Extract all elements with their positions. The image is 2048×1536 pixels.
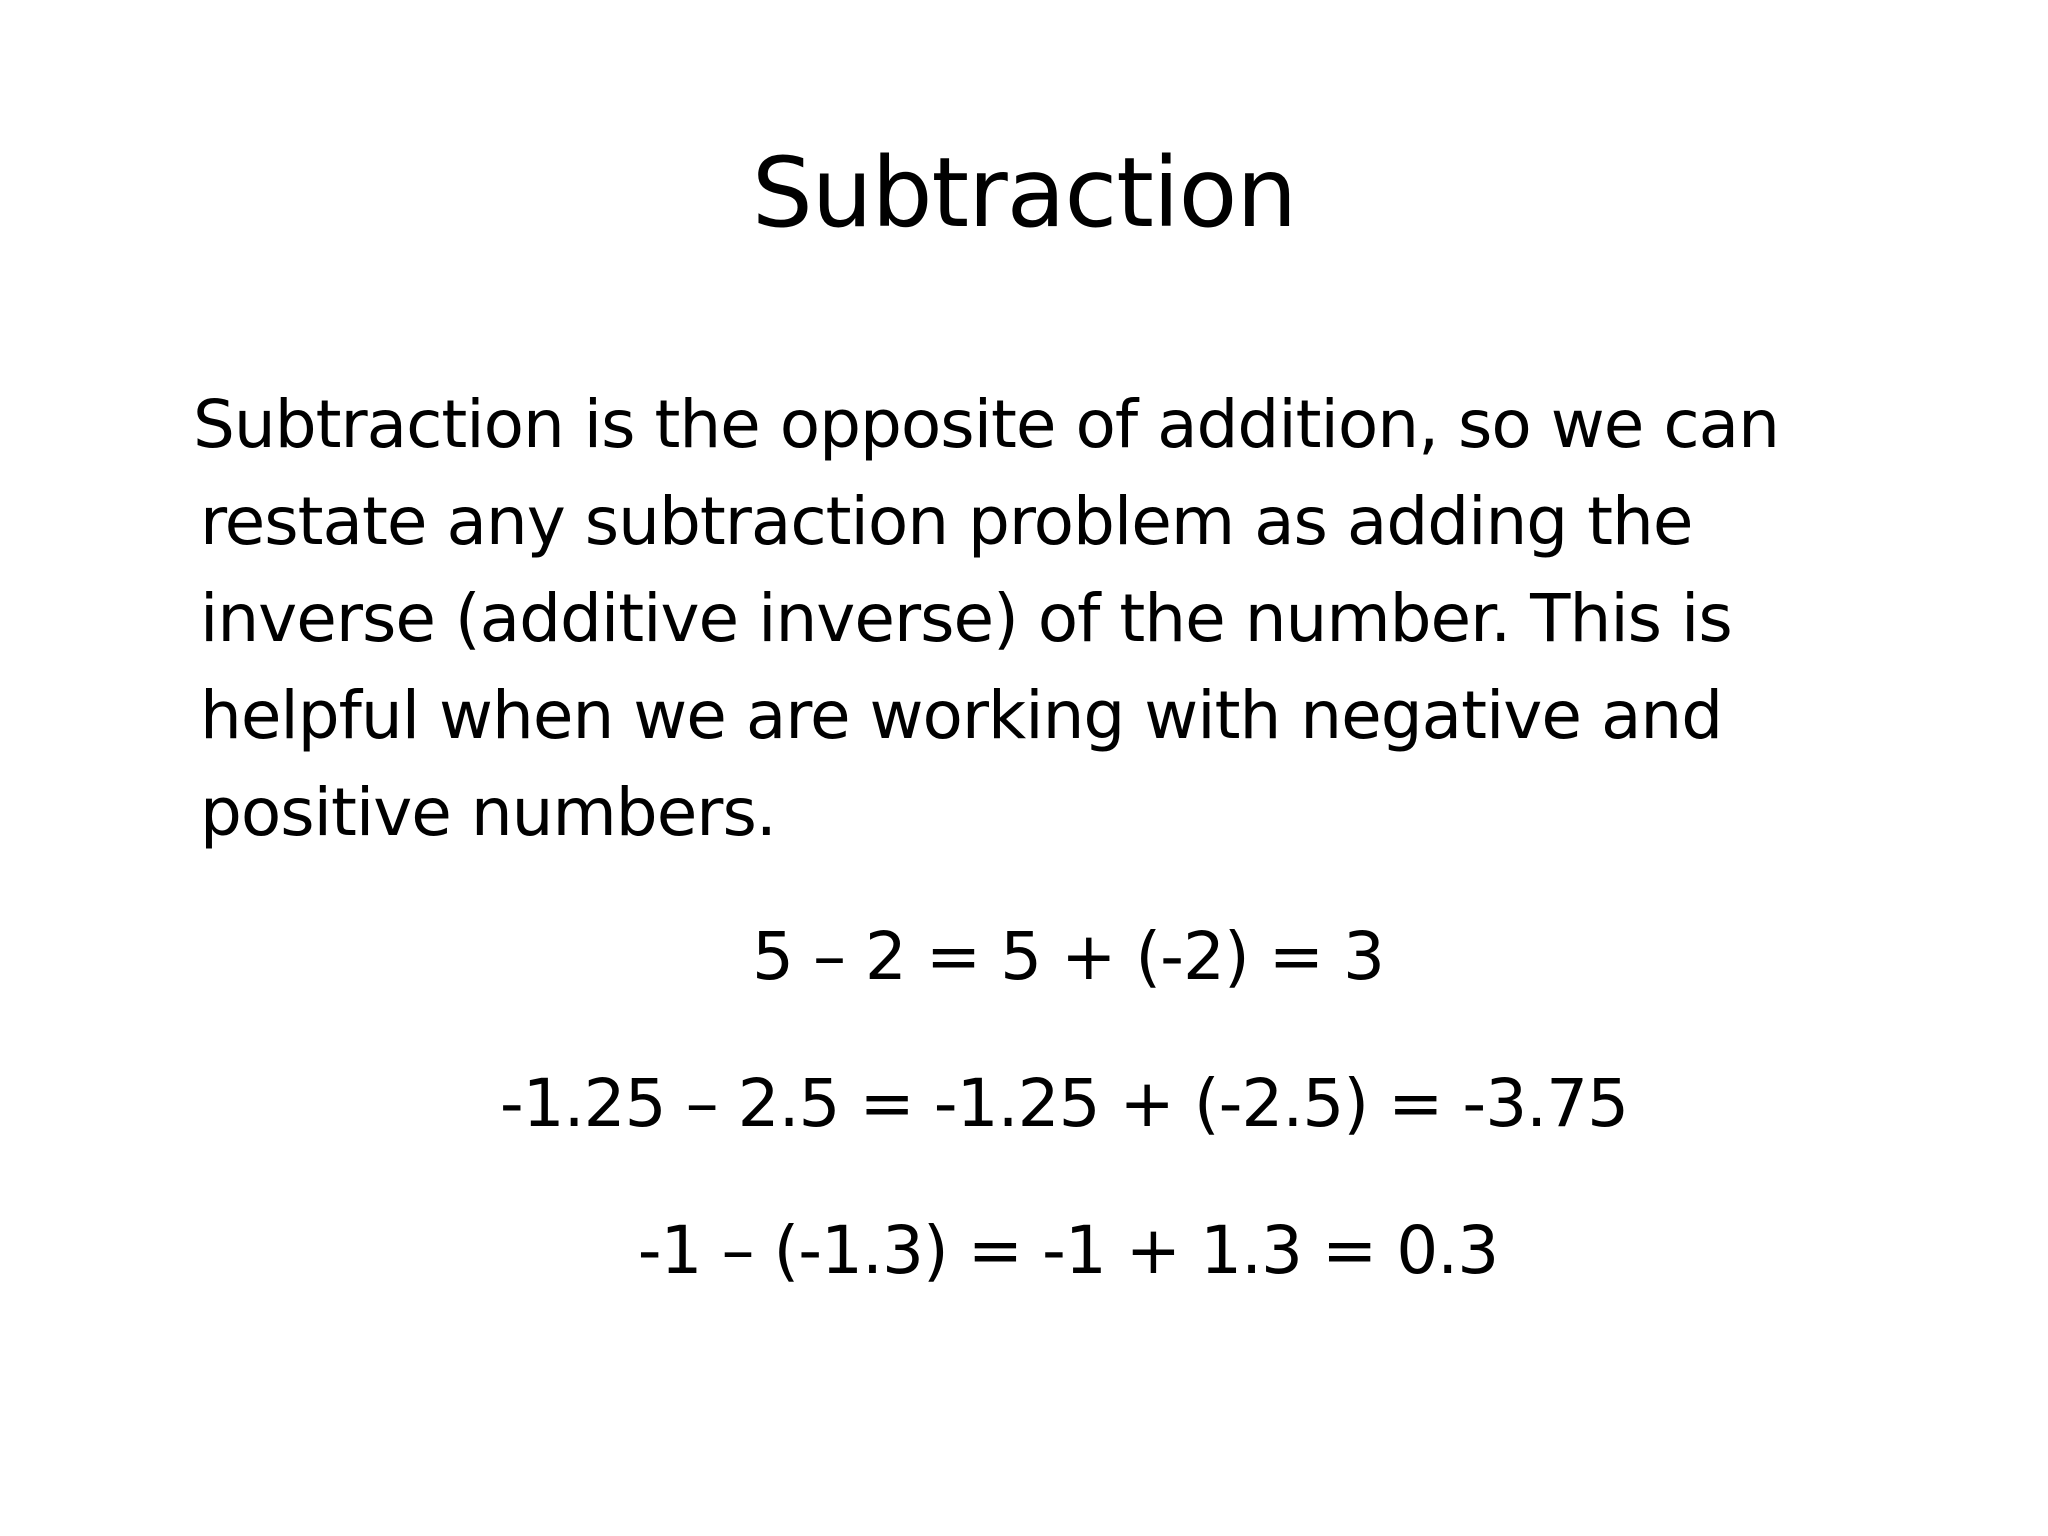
body-line: positive numbers. xyxy=(200,774,776,851)
equation: 5 – 2 = 5 + (-2) = 3 xyxy=(751,918,1384,995)
body-paragraph xyxy=(193,376,1840,861)
body-line: helpful when we are working with negative and xyxy=(200,677,1723,754)
body-line: Subtraction is the opposite of addition, so we can xyxy=(193,386,1779,463)
equation: -1 – (-1.3) = -1 + 1.3 = 0.3 xyxy=(637,1212,1499,1289)
body-line: inverse (additive inverse) of the number. This is xyxy=(200,580,1732,657)
equation: -1.25 – 2.5 = -1.25 + (-2.5) = -3.75 xyxy=(499,1065,1629,1142)
body-line: restate any subtraction problem as adding the xyxy=(200,483,1693,560)
slide-title: Subtraction xyxy=(751,137,1297,249)
